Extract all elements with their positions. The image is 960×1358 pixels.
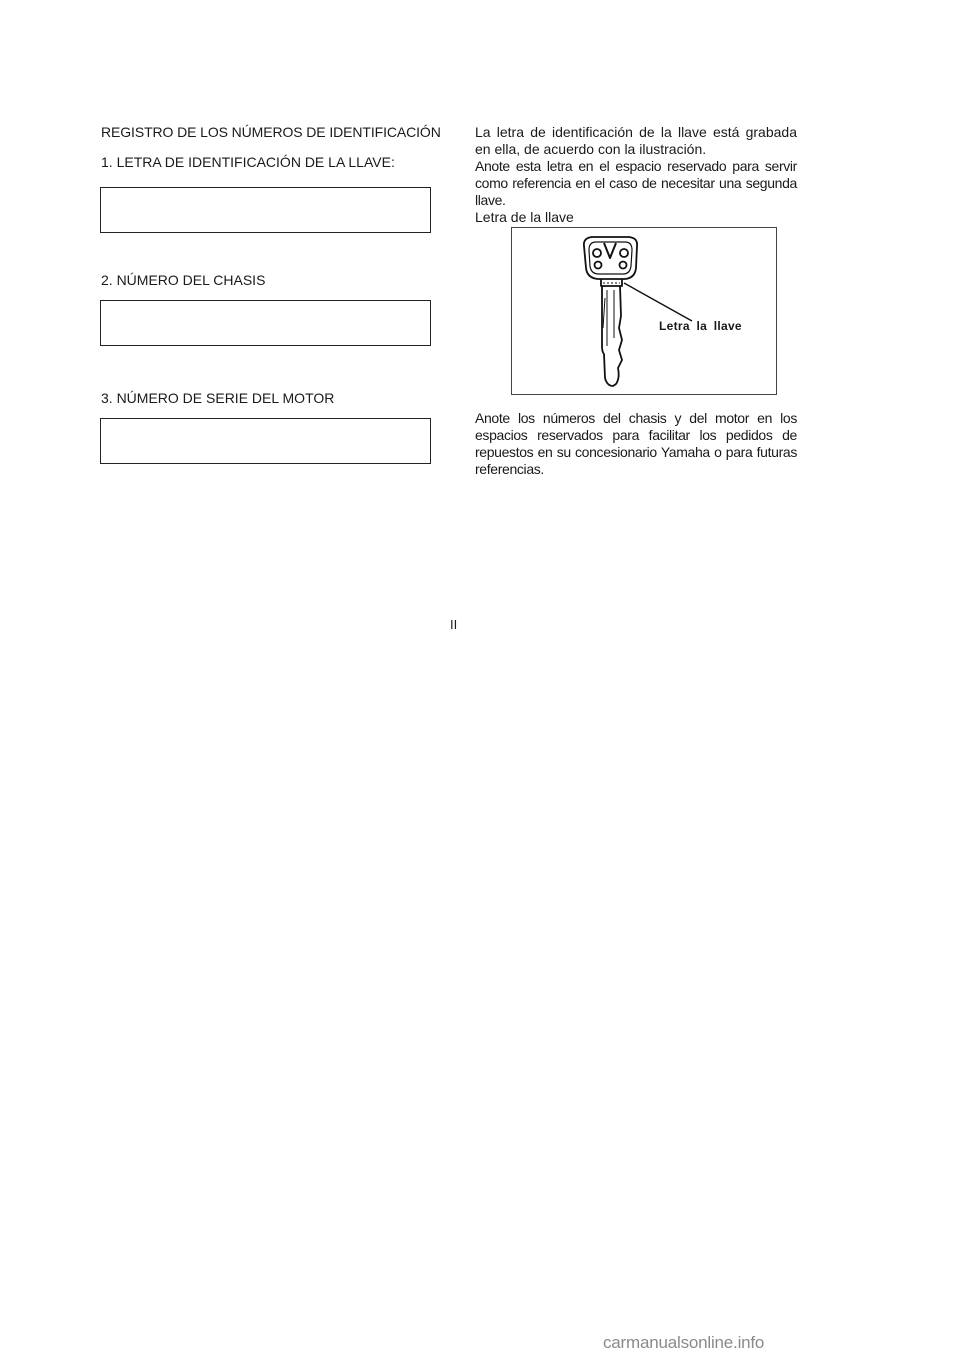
paragraph-parts-order: Anote los números del chasis y del motor en los espacios reservados para facilitar los pedidos de repuestos en su concesionario Yamaha o para futuras referencias.	[475, 410, 797, 477]
key-letter-label: 1. LETRA DE IDENTIFICACIÓN DE LA LLAVE:	[101, 154, 395, 170]
watermark: carmanualsonline.info	[603, 1333, 765, 1352]
key-description-text	[475, 124, 797, 226]
key-letter-callout: Letra la llave	[659, 319, 742, 333]
paragraph-write-letter: Anote esta letra en el espacio reservado para servir como referencia en el caso de necesitar una segunda llave.	[475, 158, 797, 208]
chassis-number-label: 2. NÚMERO DEL CHASIS	[101, 272, 266, 288]
key-letter-field[interactable]	[100, 187, 431, 233]
chassis-number-field[interactable]	[100, 300, 431, 346]
key-icon	[512, 228, 778, 396]
engine-serial-label: 3. NÚMERO DE SERIE DEL MOTOR	[101, 390, 335, 406]
section-heading: REGISTRO DE LOS NÚMEROS DE IDENTIFICACIÓN	[101, 124, 441, 140]
paragraph-key-engraving: La letra de identificación de la llave está grabada en ella, de acuerdo con la ilustración.	[475, 124, 797, 157]
engine-serial-field[interactable]	[100, 418, 431, 464]
paragraph-key-letter: Letra de la llave	[475, 209, 574, 225]
parts-order-text	[475, 410, 797, 478]
key-illustration	[511, 227, 777, 395]
page-number: II	[450, 617, 458, 632]
